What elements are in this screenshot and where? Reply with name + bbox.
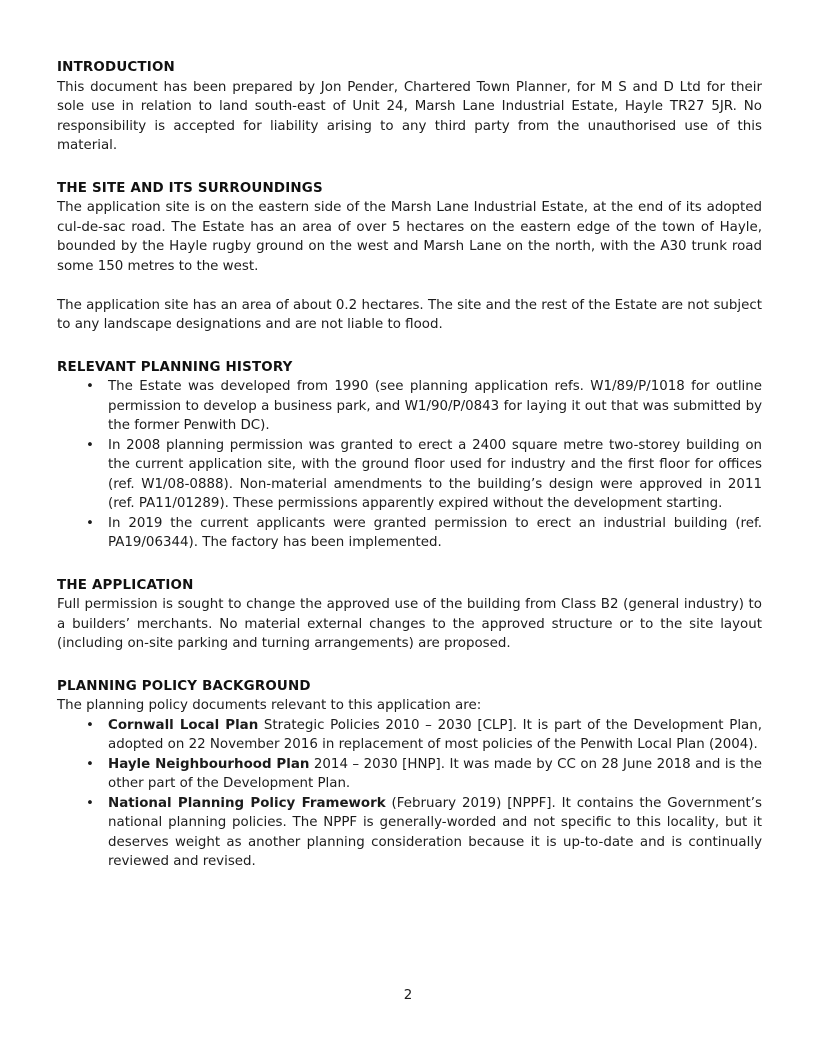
paragraph-site-area: The application site has an area of about 0.2 hectares. The site and the rest of the Estate are not subject to any landscape designations and are not liable to flood.: [57, 297, 762, 332]
document-body: [57, 58, 762, 872]
section-heading-site-and-surroundings: THE SITE AND ITS SURROUNDINGS: [57, 180, 323, 196]
bullet-text: In 2008 planning permission was granted to erect a 2400 square metre two-storey building on the current application site, with the ground floor used for industry and the first floor for offices (ref. W1/08-0888). Non-material amendments to the building’s design were approved in 2011 (ref. PA11/01289). These permissions apparently expired without the development starting.: [108, 437, 762, 511]
section-relevant-planning-history: [57, 358, 762, 553]
bullet-item: [57, 514, 762, 553]
bullet-item: [57, 436, 762, 514]
section-heading-introduction: INTRODUCTION: [57, 60, 175, 75]
paragraph-application: Full permission is sought to change the approved use of the building from Class B2 (general industry) to a builders’ merchants. No material external changes to the approved structure or to the site layout (including on-site parking and turning arrangements) are proposed.: [57, 597, 762, 651]
bullet-item: [57, 377, 762, 436]
paragraph-site-description: The application site is on the eastern side of the Marsh Lane Industrial Estate, at the end of its adopted cul-de-sac road. The Estate has an area of over 5 hectares on the eastern edge of the town of Hayle, bounded by the Hayle rugby ground on the west and Marsh Lane on the north, with the A30 trunk road some 150 metres to the west.: [57, 200, 762, 274]
bullet-text: Strategic Policies 2010 – 2030 [CLP]. It is part of the Development Plan, adopted on 22 November 2016 in replacement of most policies of the Penwith Local Plan (2004).: [108, 717, 762, 752]
section-heading-relevant-planning-history: RELEVANT PLANNING HISTORY: [57, 359, 293, 375]
section-planning-policy-background: [57, 677, 762, 872]
policy-name: Hayle Neighbourhood Plan: [108, 756, 310, 772]
bullet-item: [57, 716, 762, 755]
bullet-item: [57, 755, 762, 794]
section-introduction: [57, 58, 762, 156]
bullet-text: (February 2019) [NPPF]. It contains the Government’s national planning policies. The NPPF is generally-worded and not specific to this locality, but it deserves weight as another planning consideration because it is up-to-date and is continually reviewed and revised.: [108, 795, 762, 869]
bullet-item: [57, 794, 762, 872]
policy-documents-list: [57, 716, 762, 872]
section-site-and-surroundings: [57, 179, 762, 335]
bullet-text: 2014 – 2030 [HNP]. It was made by CC on 28 June 2018 and is the other part of the Development Plan.: [108, 756, 762, 791]
paragraph-policy-intro: The planning policy documents relevant to this application are:: [57, 698, 482, 713]
bullet-text: In 2019 the current applicants were granted permission to erect an industrial building (ref. PA19/06344). The factory has been implemented.: [108, 515, 762, 550]
section-the-application: [57, 576, 762, 654]
policy-name: National Planning Policy Framework: [108, 795, 386, 811]
paragraph-introduction: This document has been prepared by Jon Pender, Chartered Town Planner, for M S and D Ltd for their sole use in relation to land south-east of Unit 24, Marsh Lane Industrial Estate, Hayle TR27 5JR. No responsibility is accepted for liability arising to any third party from the unauthorised use of this material.: [57, 79, 762, 153]
policy-name: Cornwall Local Plan: [108, 717, 259, 733]
section-heading-planning-policy-background: PLANNING POLICY BACKGROUND: [57, 678, 311, 694]
page-number: 2: [403, 988, 413, 1003]
bullet-text: The Estate was developed from 1990 (see planning application refs. W1/89/P/1018 for outline permission to develop a business park, and W1/90/P/0843 for laying it out that was submitted by the former Penwith DC).: [108, 379, 762, 433]
planning-history-list: [57, 377, 762, 553]
section-heading-the-application: THE APPLICATION: [57, 577, 194, 593]
